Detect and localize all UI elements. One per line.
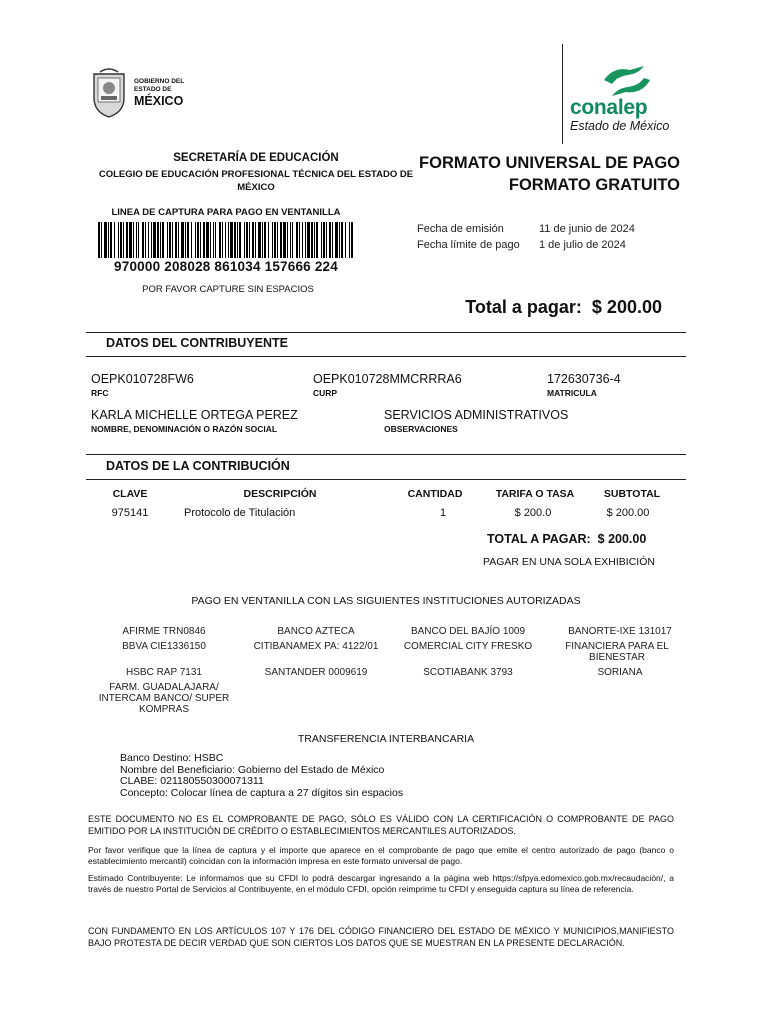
bank-item: SANTANDER 0009619	[264, 667, 368, 678]
barcode-image	[98, 222, 354, 258]
col-header-subtotal: SUBTOTAL	[603, 488, 661, 500]
barcode-bar	[219, 222, 221, 258]
barcode-bar	[169, 222, 171, 258]
barcode-bar	[108, 222, 109, 258]
barcode-bar	[151, 222, 152, 258]
divider	[86, 479, 686, 480]
bank-item: HSBC RAP 7131	[126, 667, 202, 678]
barcode-bar	[210, 222, 211, 258]
legal-note-2: Por favor verifique que la línea de captura y el importe que aparece en el comprobante de pago que emite el centro autorizado de pago (banco o establecimiento mercantil) coincidan con la información impresa en este formato universal de pago.	[88, 845, 674, 866]
barcode-bar	[307, 222, 310, 258]
barcode-bar	[321, 222, 322, 258]
barcode-bar	[123, 222, 124, 258]
barcode-bar	[142, 222, 144, 258]
barcode-bar	[326, 222, 327, 258]
barcode-bar	[138, 222, 139, 258]
curp-value: OEPK010728MMCRRRA6	[313, 372, 462, 386]
col-header-tarifa: TARIFA O TASA	[495, 488, 575, 500]
legal-note-3: Estimado Contribuyente: Le informamos que su CFDI lo podrá descargar ingresando a la página web https://sfpya.edomexico.gob.mx/recaudación/, a través de nuestro Portal de Servicios al Contribuyente, en el módulo CFDI, opción reimprime tu CFDI y enseguida captura su línea de referencia.	[88, 873, 674, 894]
colegio-title: COLEGIO DE EDUCACIÓN PROFESIONAL TÉCNICA DEL ESTADO DE MÉXICO	[98, 169, 414, 193]
barcode-bar	[206, 222, 209, 258]
emision-label: Fecha de emisión	[417, 223, 504, 235]
conalep-wordmark: conalep	[570, 96, 648, 119]
capture-note: POR FAVOR CAPTURE SIN ESPACIOS	[142, 284, 314, 295]
bank-item: FARM. GUADALAJARA/ INTERCAM BANCO/ SUPER KOMPRAS	[98, 682, 230, 715]
barcode-bar	[287, 222, 288, 258]
exhibicion-note: PAGAR EN UNA SOLA EXHIBICIÓN	[483, 556, 655, 568]
secretaria-title: SECRETARÍA DE EDUCACIÓN	[173, 152, 339, 164]
barcode-bar	[101, 222, 102, 258]
barcode-bar	[339, 222, 340, 258]
barcode-bar	[118, 222, 119, 258]
barcode-bar	[249, 222, 250, 258]
barcode-bar	[195, 222, 196, 258]
total-contribucion-value: $ 200.00	[597, 532, 647, 546]
cell-descripcion: Protocolo de Titulación	[184, 507, 296, 519]
header-divider	[562, 44, 563, 144]
barcode-bar	[213, 222, 214, 258]
total-value: $ 200.00	[591, 297, 662, 317]
barcode-bar	[114, 222, 115, 258]
barcode-bar	[228, 222, 229, 258]
observaciones-value: SERVICIOS ADMINISTRATIVOS	[384, 408, 569, 422]
barcode-bar	[280, 222, 282, 258]
conalep-logo	[566, 60, 686, 138]
barcode-bar	[349, 222, 350, 258]
linea-captura-label: LINEA DE CAPTURA PARA PAGO EN VENTANILLA	[111, 207, 341, 218]
barcode-bar	[329, 222, 331, 258]
bank-item: CITIBANAMEX PA: 4122/01	[253, 641, 379, 652]
barcode-bar	[129, 222, 132, 258]
barcode-bar	[246, 222, 248, 258]
barcode-bar	[157, 222, 159, 258]
barcode-bar	[215, 222, 216, 258]
observaciones-label: OBSERVACIONES	[384, 424, 458, 434]
bank-item: SCOTIABANK 3793	[423, 667, 513, 678]
barcode-bar	[237, 222, 238, 258]
barcode-bar	[175, 222, 177, 258]
matricula-label: MATRICULA	[547, 388, 597, 398]
barcode-bar	[258, 222, 261, 258]
format-title-2: FORMATO GRATUITO	[508, 176, 680, 194]
gobierno-text	[134, 78, 184, 108]
barcode-bar	[160, 222, 161, 258]
coat-of-arms-icon	[90, 68, 128, 118]
conalep-subtitle: Estado de México	[570, 119, 670, 133]
barcode-bar	[311, 222, 313, 258]
ventanilla-title: PAGO EN VENTANILLA CON LAS SIGUIENTES INSTITUCIONES AUTORIZADAS	[191, 595, 581, 607]
barcode-bar	[262, 222, 263, 258]
barcode-bar	[316, 222, 318, 258]
rfc-label: RFC	[91, 388, 109, 398]
col-header-descripcion: DESCRIPCIÓN	[243, 488, 317, 500]
barcode-bar	[264, 222, 266, 258]
format-title-1: FORMATO UNIVERSAL DE PAGO	[419, 154, 680, 172]
bank-item: COMERCIAL CITY FRESKO	[403, 641, 533, 652]
divider	[86, 454, 686, 455]
beneficiario: Nombre del Beneficiario: Gobierno del Estado de México	[120, 763, 385, 776]
total-a-pagar	[400, 297, 662, 318]
curp-label: CURP	[313, 388, 338, 398]
barcode-bar	[332, 222, 333, 258]
barcode-bar	[314, 222, 315, 258]
bank-item: FINANCIERA PARA EL BIENESTAR	[565, 641, 669, 663]
cell-clave: 975141	[111, 507, 149, 519]
barcode-bar	[181, 222, 184, 258]
barcode-bar	[222, 222, 223, 258]
barcode-bar	[290, 222, 291, 258]
barcode-bar	[230, 222, 233, 258]
barcode-bar	[239, 222, 241, 258]
barcode-bar	[110, 222, 112, 258]
barcode-bar	[185, 222, 186, 258]
barcode-bar	[145, 222, 146, 258]
barcode-bar	[178, 222, 179, 258]
barcode-bar	[162, 222, 164, 258]
contribuyente-section-title: DATOS DEL CONTRIBUYENTE	[106, 336, 288, 350]
barcode-bar	[351, 222, 353, 258]
barcode-bar	[345, 222, 346, 258]
limite-value: 1 de julio de 2024	[539, 239, 626, 251]
nombre-label: NOMBRE, DENOMINACIÓN O RAZÓN SOCIAL	[91, 424, 278, 434]
bank-item: BANCO DEL BAJÍO 1009	[410, 626, 526, 637]
banco-destino: Banco Destino: HSBC	[120, 752, 224, 764]
gob-line2: ESTADO DE	[134, 86, 172, 93]
barcode-bar	[126, 222, 128, 258]
barcode-bar	[167, 222, 168, 258]
gob-line3: MÉXICO	[134, 94, 184, 108]
barcode-bar	[133, 222, 134, 258]
limite-label: Fecha límite de pago	[417, 239, 520, 251]
contribucion-section-title: DATOS DE LA CONTRIBUCIÓN	[106, 459, 290, 473]
bank-item: AFIRME TRN0846	[122, 626, 206, 637]
barcode-bar	[148, 222, 149, 258]
legal-note-4: CON FUNDAMENTO EN LOS ARTÍCULOS 107 Y 176 DEL CÓDIGO FINANCIERO DEL ESTADO DE MÉXICO Y MUNICIPIOS,MANIFIESTO BAJO PROTESTA DE DECIR VERDAD QUE SON CIERTOS LOS DATOS QUE SE MUESTRAN EN LA PRESENTE DECLARACIÓN.	[88, 926, 674, 948]
legal-note-1: ESTE DOCUMENTO NO ES EL COMPROBANTE DE PAGO, SÓLO ES VÁLIDO CON LA CERTIFICACIÓN O COMPROBANTE DE PAGO EMITIDO POR LA INSTITUCIÓN DE CRÉDITO O ESTABLECIMIENTOS MERCANTILES AUTORIZADOS.	[88, 814, 674, 836]
emision-value: 11 de junio de 2024	[539, 223, 635, 235]
gobierno-estado-mexico-logo	[90, 68, 190, 120]
nombre-value: KARLA MICHELLE ORTEGA PEREZ	[91, 408, 298, 422]
total-label: Total a pagar:	[465, 297, 582, 317]
barcode-bar	[299, 222, 300, 258]
barcode-bar	[302, 222, 303, 258]
barcode-bar	[172, 222, 173, 258]
barcode-bar	[305, 222, 306, 258]
linea-captura-reference[interactable]: 970000 208028 861034 157666 224	[114, 259, 338, 274]
conalep-emblem-icon	[598, 64, 658, 98]
matricula-value: 172630736-4	[547, 372, 621, 386]
barcode-bar	[323, 222, 325, 258]
barcode-bar	[187, 222, 189, 258]
total-contribucion-label: TOTAL A PAGAR:	[487, 532, 591, 546]
barcode-bar	[200, 222, 201, 258]
cell-subtotal: $ 200.00	[606, 507, 650, 519]
transferencia-title: TRANSFERENCIA INTERBANCARIA	[297, 733, 475, 745]
barcode-bar	[234, 222, 236, 258]
transferencia-details	[120, 753, 403, 799]
barcode-bar	[274, 222, 276, 258]
concepto: Concepto: Colocar línea de captura a 27 dígitos sin espacios	[120, 786, 404, 799]
barcode-bar	[104, 222, 107, 258]
barcode-bar	[197, 222, 199, 258]
barcode-bar	[272, 222, 273, 258]
divider	[86, 332, 686, 333]
barcode-bar	[244, 222, 245, 258]
cell-tarifa: $ 200.0	[514, 507, 552, 519]
barcode-bar	[255, 222, 256, 258]
barcode-bar	[203, 222, 205, 258]
bank-item: BANCO AZTECA	[277, 626, 355, 637]
bank-item: SORIANA	[597, 667, 643, 678]
divider	[86, 356, 686, 357]
barcode-bar	[225, 222, 226, 258]
barcode-bar	[341, 222, 343, 258]
barcode-bar	[268, 222, 269, 258]
bank-item: BBVA CIE1336150	[122, 641, 206, 652]
total-contribucion	[487, 532, 646, 546]
barcode-bar	[120, 222, 122, 258]
barcode-bar	[296, 222, 298, 258]
clabe[interactable]: CLABE: 021180550300071311	[120, 775, 264, 787]
barcode-bar	[283, 222, 286, 258]
format-title	[400, 152, 680, 196]
barcode-bar	[335, 222, 338, 258]
col-header-cantidad: CANTIDAD	[407, 488, 463, 500]
barcode-bar	[153, 222, 156, 258]
barcode-bar	[191, 222, 192, 258]
col-header-clave: CLAVE	[112, 488, 148, 500]
bank-item: BANORTE-IXE 131017	[568, 626, 672, 637]
rfc-value: OEPK010728FW6	[91, 372, 194, 386]
barcode-bar	[136, 222, 137, 258]
barcode-bar	[252, 222, 254, 258]
barcode-bar	[292, 222, 293, 258]
barcode-bar	[277, 222, 278, 258]
gob-line1: GOBIERNO DEL	[134, 78, 185, 85]
cell-cantidad: 1	[439, 507, 447, 519]
barcode-bar	[98, 222, 100, 258]
